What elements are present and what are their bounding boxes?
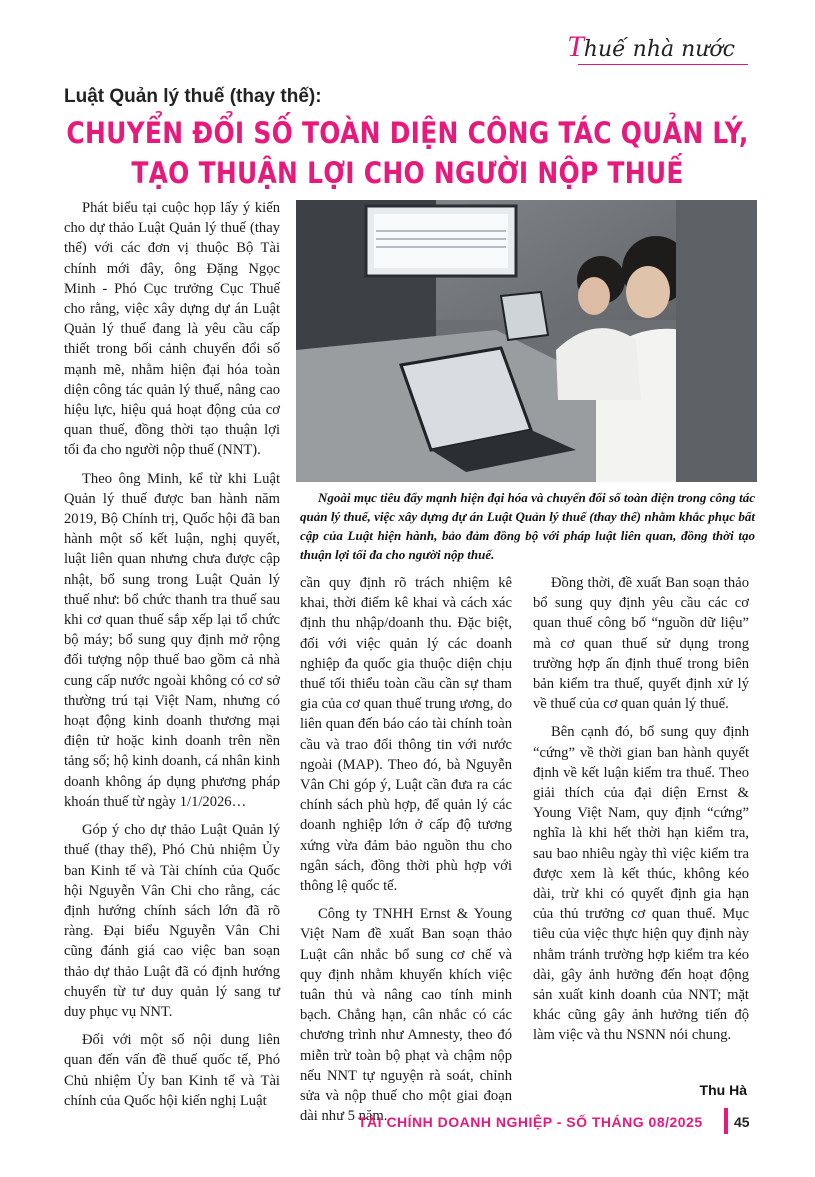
author-byline: Thu Hà (699, 1082, 747, 1098)
article-photo (296, 200, 757, 482)
footer-divider (724, 1108, 728, 1134)
paragraph: Góp ý cho dự thảo Luật Quản lý thuế (thay thế), Phó Chủ nhiệm Ủy ban Kinh tế và Tài chính của Quốc hội Nguyễn Vân Chi cho rằng, các định hướng chính sách lớn đã rõ ràng. Đại biểu Nguyễn Vân Chi cũng đánh giá cao việc ban soạn thảo dự thảo Luật đã có định hướng chuyển từ tư duy quản lý sang tư duy phục vụ NNT. (64, 822, 280, 1020)
page-number: 45 (734, 1114, 750, 1130)
section-initial: T (567, 30, 584, 63)
section-name: huế nhà nước (583, 37, 735, 62)
article-column-2 (300, 573, 512, 1134)
paragraph: Công ty TNHH Ernst & Young Việt Nam đề xuất Ban soạn thảo Luật cân nhắc bổ sung cơ chế và quy định nhằm khuyến khích việc tuân thủ và nâng cao tính minh bạch. Chẳng hạn, cân nhắc có các chương trình như Amnesty, theo đó miễn trừ toàn bộ phạt và chậm nộp nếu NNT tự nguyện rà soát, chỉnh sửa và nộp thuế cho một giai đoạn dài như 5 năm. (300, 906, 512, 1125)
paragraph: Đối với một số nội dung liên quan đến vấn đề thuế quốc tế, Phó Chủ nhiệm Ủy ban Kinh tế và Tài chính của Quốc hội kiến nghị Luật (64, 1032, 280, 1109)
paragraph: Theo ông Minh, kể từ khi Luật Quản lý thuế được ban hành năm 2019, Bộ Chính trị, Quốc hội đã ban hành một số kết luận, nghị quyết, luật liên quan nhưng chưa được cập nhật, bổ sung trong Luật Quản lý thuế như: bổ chức thanh tra thuế sau khi cơ quan thuế sắp xếp lại tổ chức bộ máy; bổ sung quy định mở rộng đối tượng nộp thuế bao gồm cả nhà cung cấp nước ngoài không có cơ sở thường trú tại Việt Nam, nhưng có hoạt động kinh doanh thương mại điện tử hoặc kinh doanh trên nền tảng số; hộ kinh doanh, cá nhân kinh doanh không áp dụng phương pháp khoán thuế từ ngày 1/1/2026… (64, 470, 280, 810)
paragraph: Đồng thời, đề xuất Ban soạn thảo bổ sung quy định yêu cầu các cơ quan thuế công bố “nguồn dữ liệu” mà cơ quan thuế sử dụng trong trường hợp ấn định thuế trong biên bản kiểm tra thuế, quyết định xử lý về thuế của cơ quan quản lý thuế. (533, 575, 749, 713)
article-column-1 (64, 198, 280, 1119)
paragraph: Phát biểu tại cuộc họp lấy ý kiến cho dự thảo Luật Quản lý thuế (thay thế) với các đơn vị thuộc Bộ Tài chính mới đây, ông Đặng Ngọc Minh - Phó Cục trưởng Cục Thuế cho rằng, việc xây dựng dự án Luật Quản lý thuế đang là yêu cầu cấp thiết trong bối cảnh chuyển đổi số mạnh mẽ, nhằm hiện đại hóa toàn diện công tác quản lý thuế, nâng cao hiệu lực, hiệu quả hoạt động của cơ quan thuế, đồng thời tạo thuận lợi tối đa cho người nộp thuế (NNT). (64, 200, 280, 459)
publication-footer: TÀI CHÍNH DOANH NGHIỆP - SỐ THÁNG 08/2025 (358, 1114, 703, 1130)
article-kicker: Luật Quản lý thuế (thay thế): (64, 86, 322, 107)
section-tag (567, 30, 735, 64)
photo-caption: Ngoài mục tiêu đẩy mạnh hiện đại hóa và chuyển đổi số toàn diện trong công tác quản lý thuế, việc xây dựng dự án Luật Quản lý thuế (thay thế) nhằm khắc phục bất cập của Luật hiện hành, bảo đảm đồng bộ với pháp luật liên quan, đồng thời tạo thuận lợi tối đa cho người nộp thuế. (300, 490, 755, 562)
headline-line-1: CHUYỂN ĐỔI SỐ TOÀN DIỆN CÔNG TÁC QUẢN LÝ, (66, 116, 749, 150)
headline-line-2: TẠO THUẬN LỢI CHO NGƯỜI NỘP THUẾ (131, 156, 684, 190)
article-column-3 (533, 573, 749, 1054)
section-divider (578, 64, 748, 65)
paragraph: cần quy định rõ trách nhiệm kê khai, thời điểm kê khai và cách xác định thu nhập/doanh thu. Đặc biệt, đối với việc quản lý các doanh nghiệp đa quốc gia thuộc diện chịu thuế tối thiểu toàn cầu cần sự tham gia của cơ quan thuế trung ương, do liên quan đến báo cáo tài chính toàn cầu và trao đổi thông tin với nước ngoài (MAP). Theo đó, bà Nguyễn Vân Chi góp ý, Luật cần đưa ra các chính sách phù hợp, để quản lý các doanh nghiệp lớn ở cấp độ tương xứng vừa đảm bảo nguồn thu cho ngân sách, đồng thời phù hợp với thông lệ quốc tế. (300, 575, 512, 895)
paragraph: Bên cạnh đó, bổ sung quy định “cứng” về thời gian ban hành quyết định về kết luận kiểm tra thuế. Theo giải thích của đại diện Ernst & Young Việt Nam, quy định “cứng” nghĩa là khi hết thời hạn kiểm tra, sau bao nhiêu ngày thì việc kiểm tra được xem là kết thúc, không kéo dài, trừ khi có quyết định gia hạn của thủ trưởng cơ quan thuế. Mục tiêu của việc thực hiện quy định này nhằm tránh trường hợp kiểm tra kéo dài, gây ảnh hưởng đến hoạt động sản xuất kinh doanh của NNT; mặt khác cũng gây ảnh hưởng tiến độ làm việc và thu NSNN nói chung. (533, 724, 749, 1044)
